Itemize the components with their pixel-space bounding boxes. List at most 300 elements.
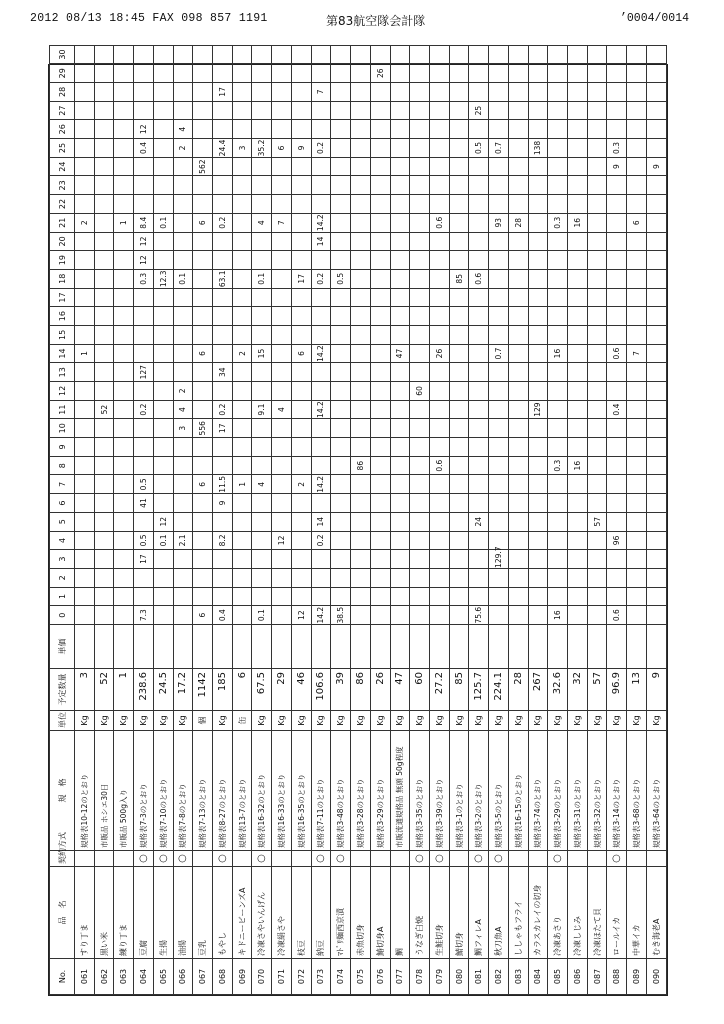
row-day-cell — [587, 382, 607, 401]
row-day-cell — [291, 512, 311, 531]
row-day-cell — [370, 587, 390, 606]
row-day-cell — [410, 456, 430, 475]
row-day-cell — [351, 213, 371, 232]
row-spec: 規格表3-32のとおり — [587, 731, 607, 851]
row-day-cell — [94, 531, 114, 550]
row-day-cell: 4 — [173, 120, 193, 139]
row-day-cell: 3 — [173, 419, 193, 438]
row-day-cell: 2 — [232, 344, 252, 363]
row-day-cell — [193, 195, 213, 214]
row-day-cell — [272, 101, 292, 120]
row-day-cell — [291, 157, 311, 176]
row-day-cell — [114, 157, 134, 176]
row-unit: Kg — [272, 711, 292, 731]
row-unit: Kg — [370, 711, 390, 731]
row-day-cell — [548, 475, 568, 494]
row-day-cell — [587, 587, 607, 606]
row-day-cell — [173, 550, 193, 569]
row-day-cell — [193, 382, 213, 401]
row-day-cell — [469, 550, 489, 569]
row-day-cell — [75, 438, 95, 457]
row-day-cell: 12 — [134, 251, 154, 270]
row-day-cell — [508, 475, 528, 494]
row-day-cell — [390, 456, 410, 475]
row-contract-mark: ○ — [153, 851, 173, 867]
header-day: 2 — [50, 568, 75, 587]
row-day-cell — [567, 568, 587, 587]
row-day-cell — [646, 195, 666, 214]
row-day-cell — [94, 382, 114, 401]
row-day-cell — [528, 232, 548, 251]
row-item-name: カラスカレイの切身 — [528, 867, 548, 959]
row-day-cell: 0.2 — [311, 531, 331, 550]
row-day-cell — [528, 83, 548, 102]
row-spec: 規格表16-15のとおり — [508, 731, 528, 851]
row-day-cell — [469, 587, 489, 606]
row-unit: Kg — [173, 711, 193, 731]
row-day-cell — [390, 120, 410, 139]
row-day-cell — [153, 157, 173, 176]
row-day-cell: 47 — [390, 344, 410, 363]
row-day-cell — [291, 251, 311, 270]
row-day-cell — [153, 494, 173, 513]
row-price — [587, 625, 607, 669]
row-contract-mark — [528, 851, 548, 867]
row-day-cell — [548, 232, 568, 251]
row-day-cell — [75, 176, 95, 195]
table-row — [311, 45, 331, 994]
row-contract-mark — [449, 851, 469, 867]
row-day-cell — [114, 83, 134, 102]
row-day-cell — [587, 344, 607, 363]
row-day-cell — [429, 64, 449, 83]
row-day-cell — [252, 232, 272, 251]
row-day-cell — [331, 64, 351, 83]
row-day-cell — [489, 176, 509, 195]
row-day-cell — [567, 438, 587, 457]
row-day-cell — [173, 326, 193, 345]
row-day-cell — [173, 363, 193, 382]
row-day-cell — [311, 587, 331, 606]
table-row — [489, 45, 509, 994]
row-day-cell — [410, 550, 430, 569]
row-day-cell: 34 — [213, 363, 233, 382]
row-day-cell: 16 — [567, 456, 587, 475]
row-day-cell — [351, 157, 371, 176]
row-item-name: 秋刀魚A — [489, 867, 509, 959]
row-item-name: 油揚 — [173, 867, 193, 959]
row-day-cell — [94, 419, 114, 438]
row-day-cell — [390, 326, 410, 345]
row-day-cell — [410, 288, 430, 307]
row-day-cell — [607, 64, 627, 83]
row-day-cell: 6 — [193, 475, 213, 494]
table-row — [508, 45, 528, 994]
row-day-cell — [508, 531, 528, 550]
row-day-cell — [75, 531, 95, 550]
row-day-cell — [331, 195, 351, 214]
row-day-cell — [351, 326, 371, 345]
row-day-cell: 6 — [627, 213, 647, 232]
table-row — [94, 45, 114, 994]
row-item-name: 鯛フィレA — [469, 867, 489, 959]
row-item-name: 赤魚切身 — [351, 867, 371, 959]
row-quantity: 57 — [587, 669, 607, 711]
row-day-cell — [489, 83, 509, 102]
row-day-cell — [429, 139, 449, 158]
header-day: 26 — [50, 120, 75, 139]
row-day-cell — [311, 550, 331, 569]
row-day-cell: 12.3 — [153, 269, 173, 288]
row-contract-mark — [370, 851, 390, 867]
row-unit: 個 — [193, 711, 213, 731]
row-day-cell — [351, 195, 371, 214]
row-day-cell — [508, 83, 528, 102]
header-day: 25 — [50, 139, 75, 158]
row-day-cell — [114, 568, 134, 587]
row-day-cell — [311, 363, 331, 382]
row-day-cell — [410, 400, 430, 419]
row-day-cell — [646, 326, 666, 345]
row-item-name: 豆乳 — [193, 867, 213, 959]
row-item-name: 鯖切身 — [449, 867, 469, 959]
row-day-cell — [252, 382, 272, 401]
row-day-cell — [607, 494, 627, 513]
row-day-cell — [173, 45, 193, 64]
row-day-cell — [75, 494, 95, 513]
row-day-cell — [311, 568, 331, 587]
row-day-cell — [351, 363, 371, 382]
row-day-cell — [548, 550, 568, 569]
row-day-cell — [489, 419, 509, 438]
row-day-cell: 4 — [272, 400, 292, 419]
row-day-cell: 9 — [291, 139, 311, 158]
row-day-cell — [213, 550, 233, 569]
row-day-cell — [548, 400, 568, 419]
row-day-cell — [449, 64, 469, 83]
row-unit: Kg — [508, 711, 528, 731]
row-day-cell — [272, 176, 292, 195]
table-row — [469, 45, 489, 994]
row-day-cell — [272, 475, 292, 494]
row-day-cell — [489, 512, 509, 531]
row-day-cell — [627, 83, 647, 102]
row-day-cell — [607, 269, 627, 288]
row-day-cell — [587, 531, 607, 550]
row-day-cell — [449, 326, 469, 345]
row-day-cell — [75, 382, 95, 401]
row-day-cell — [587, 101, 607, 120]
row-day-cell — [390, 568, 410, 587]
row-day-cell — [94, 45, 114, 64]
row-day-cell — [213, 45, 233, 64]
row-day-cell — [311, 382, 331, 401]
row-day-cell — [607, 83, 627, 102]
row-day-cell: 2 — [291, 475, 311, 494]
row-day-cell — [627, 400, 647, 419]
row-day-cell — [252, 195, 272, 214]
row-day-cell: 14.2 — [311, 475, 331, 494]
row-day-cell — [489, 288, 509, 307]
row-day-cell — [232, 288, 252, 307]
row-day-cell — [351, 382, 371, 401]
row-day-cell — [153, 344, 173, 363]
row-day-cell — [646, 475, 666, 494]
row-day-cell — [153, 232, 173, 251]
row-day-cell — [429, 550, 449, 569]
header-day: 24 — [50, 157, 75, 176]
row-day-cell: 0.3 — [134, 269, 154, 288]
row-quantity: 32 — [567, 669, 587, 711]
row-day-cell — [75, 101, 95, 120]
row-day-cell: 0.3 — [607, 139, 627, 158]
header-day: 8 — [50, 456, 75, 475]
row-day-cell — [469, 288, 489, 307]
row-day-cell — [114, 45, 134, 64]
row-day-cell — [469, 382, 489, 401]
row-day-cell — [627, 157, 647, 176]
row-day-cell — [449, 307, 469, 326]
row-day-cell: 0.2 — [213, 213, 233, 232]
row-day-cell — [528, 494, 548, 513]
row-day-cell — [469, 64, 489, 83]
row-day-cell — [153, 419, 173, 438]
row-day-cell — [370, 606, 390, 625]
row-price — [449, 625, 469, 669]
row-no: 079 — [429, 959, 449, 995]
header-day: 22 — [50, 195, 75, 214]
row-day-cell — [390, 213, 410, 232]
row-day-cell — [193, 456, 213, 475]
row-day-cell — [252, 512, 272, 531]
row-day-cell — [75, 400, 95, 419]
row-day-cell — [173, 213, 193, 232]
row-day-cell — [94, 176, 114, 195]
row-quantity: 46 — [291, 669, 311, 711]
table-row — [173, 45, 193, 994]
row-day-cell — [311, 456, 331, 475]
row-day-cell — [193, 531, 213, 550]
row-day-cell — [252, 307, 272, 326]
row-day-cell — [528, 606, 548, 625]
row-quantity: 185 — [213, 669, 233, 711]
row-day-cell — [94, 587, 114, 606]
row-day-cell — [646, 288, 666, 307]
row-day-cell — [252, 157, 272, 176]
row-item-name: 冷凍さやいんげん — [252, 867, 272, 959]
row-day-cell — [587, 307, 607, 326]
row-day-cell — [429, 45, 449, 64]
row-day-cell: 0.5 — [134, 531, 154, 550]
row-day-cell — [489, 45, 509, 64]
row-day-cell — [75, 139, 95, 158]
table-row — [646, 45, 666, 994]
row-day-cell — [153, 475, 173, 494]
row-day-cell — [193, 512, 213, 531]
row-day-cell — [331, 419, 351, 438]
row-day-cell — [646, 363, 666, 382]
row-day-cell — [351, 512, 371, 531]
row-day-cell — [213, 157, 233, 176]
row-no: 067 — [193, 959, 213, 995]
row-day-cell — [429, 587, 449, 606]
row-contract-mark — [390, 851, 410, 867]
row-day-cell — [508, 326, 528, 345]
header-day: 13 — [50, 363, 75, 382]
row-day-cell — [75, 307, 95, 326]
row-day-cell — [587, 45, 607, 64]
row-day-cell — [232, 45, 252, 64]
row-day-cell: 6 — [193, 344, 213, 363]
row-day-cell — [193, 307, 213, 326]
row-day-cell — [351, 344, 371, 363]
row-day-cell — [627, 232, 647, 251]
row-day-cell — [410, 195, 430, 214]
row-day-cell — [213, 120, 233, 139]
row-day-cell — [567, 512, 587, 531]
row-item-name: むき海老A — [646, 867, 666, 959]
row-spec: 規格表3-35のとおり — [410, 731, 430, 851]
table-row — [232, 45, 252, 994]
row-day-cell — [370, 83, 390, 102]
row-day-cell — [193, 326, 213, 345]
row-day-cell — [153, 101, 173, 120]
row-quantity: 26 — [370, 669, 390, 711]
row-day-cell — [114, 307, 134, 326]
row-day-cell — [587, 438, 607, 457]
row-day-cell — [646, 269, 666, 288]
row-day-cell: 17 — [291, 269, 311, 288]
table-row — [114, 45, 134, 994]
row-day-cell: 6 — [291, 344, 311, 363]
row-day-cell — [351, 568, 371, 587]
row-day-cell — [272, 307, 292, 326]
row-day-cell — [548, 363, 568, 382]
row-day-cell — [114, 400, 134, 419]
row-day-cell — [351, 550, 371, 569]
row-day-cell — [567, 176, 587, 195]
row-contract-mark: ○ — [173, 851, 193, 867]
row-day-cell — [134, 382, 154, 401]
row-day-cell — [449, 363, 469, 382]
row-day-cell — [607, 382, 627, 401]
row-day-cell — [114, 176, 134, 195]
row-day-cell — [232, 232, 252, 251]
row-day-cell — [469, 157, 489, 176]
row-day-cell: 14 — [311, 512, 331, 531]
row-day-cell — [173, 83, 193, 102]
row-price — [567, 625, 587, 669]
row-day-cell — [508, 64, 528, 83]
row-day-cell — [587, 475, 607, 494]
row-day-cell — [272, 195, 292, 214]
row-day-cell — [173, 307, 193, 326]
row-day-cell — [390, 139, 410, 158]
row-price — [370, 625, 390, 669]
row-day-cell — [291, 120, 311, 139]
item-schedule-table — [49, 45, 667, 995]
row-day-cell — [232, 382, 252, 401]
row-day-cell — [567, 606, 587, 625]
row-day-cell — [587, 176, 607, 195]
row-price — [548, 625, 568, 669]
row-day-cell: 0.4 — [213, 606, 233, 625]
row-day-cell — [567, 83, 587, 102]
header-day: 28 — [50, 83, 75, 102]
row-day-cell — [528, 64, 548, 83]
row-day-cell: 96 — [607, 531, 627, 550]
row-day-cell — [567, 157, 587, 176]
row-day-cell — [331, 494, 351, 513]
row-contract-mark: ○ — [311, 851, 331, 867]
table-row — [627, 45, 647, 994]
row-day-cell — [508, 307, 528, 326]
row-day-cell: 2 — [173, 139, 193, 158]
row-day-cell — [153, 606, 173, 625]
table-header-row — [50, 45, 75, 994]
row-day-cell — [390, 606, 410, 625]
row-day-cell — [351, 606, 371, 625]
row-day-cell — [587, 568, 607, 587]
row-day-cell — [508, 400, 528, 419]
row-day-cell: 85 — [449, 269, 469, 288]
row-day-cell — [173, 251, 193, 270]
row-day-cell — [252, 494, 272, 513]
row-price — [252, 625, 272, 669]
row-day-cell — [390, 494, 410, 513]
row-day-cell: 17 — [213, 419, 233, 438]
row-day-cell — [646, 344, 666, 363]
row-day-cell — [646, 139, 666, 158]
row-day-cell — [114, 139, 134, 158]
row-price — [627, 625, 647, 669]
row-spec: 市販流通規格品 無頭 50g程度 — [390, 731, 410, 851]
row-contract-mark — [272, 851, 292, 867]
header-day: 23 — [50, 176, 75, 195]
row-day-cell — [331, 251, 351, 270]
row-day-cell — [429, 232, 449, 251]
row-price — [469, 625, 489, 669]
row-day-cell — [410, 213, 430, 232]
table-row — [567, 45, 587, 994]
row-day-cell — [311, 101, 331, 120]
row-day-cell: 0.1 — [153, 531, 173, 550]
sender-title: 第83航空隊会計隊 — [326, 14, 426, 28]
row-day-cell — [528, 531, 548, 550]
row-day-cell — [449, 550, 469, 569]
header-unit: 単位 — [50, 711, 75, 731]
row-day-cell: 38.5 — [331, 606, 351, 625]
row-day-cell — [567, 419, 587, 438]
row-quantity: 238.6 — [134, 669, 154, 711]
row-day-cell — [193, 269, 213, 288]
row-day-cell — [646, 120, 666, 139]
row-day-cell: 0.1 — [252, 269, 272, 288]
row-day-cell — [508, 176, 528, 195]
row-unit: Kg — [153, 711, 173, 731]
row-day-cell — [75, 475, 95, 494]
row-day-cell — [548, 512, 568, 531]
row-day-cell — [153, 45, 173, 64]
row-day-cell — [390, 438, 410, 457]
row-day-cell — [291, 307, 311, 326]
row-day-cell: 8.4 — [134, 213, 154, 232]
row-day-cell — [469, 438, 489, 457]
row-day-cell — [410, 494, 430, 513]
row-day-cell: 14 — [311, 232, 331, 251]
table-row — [351, 45, 371, 994]
row-day-cell — [331, 568, 351, 587]
